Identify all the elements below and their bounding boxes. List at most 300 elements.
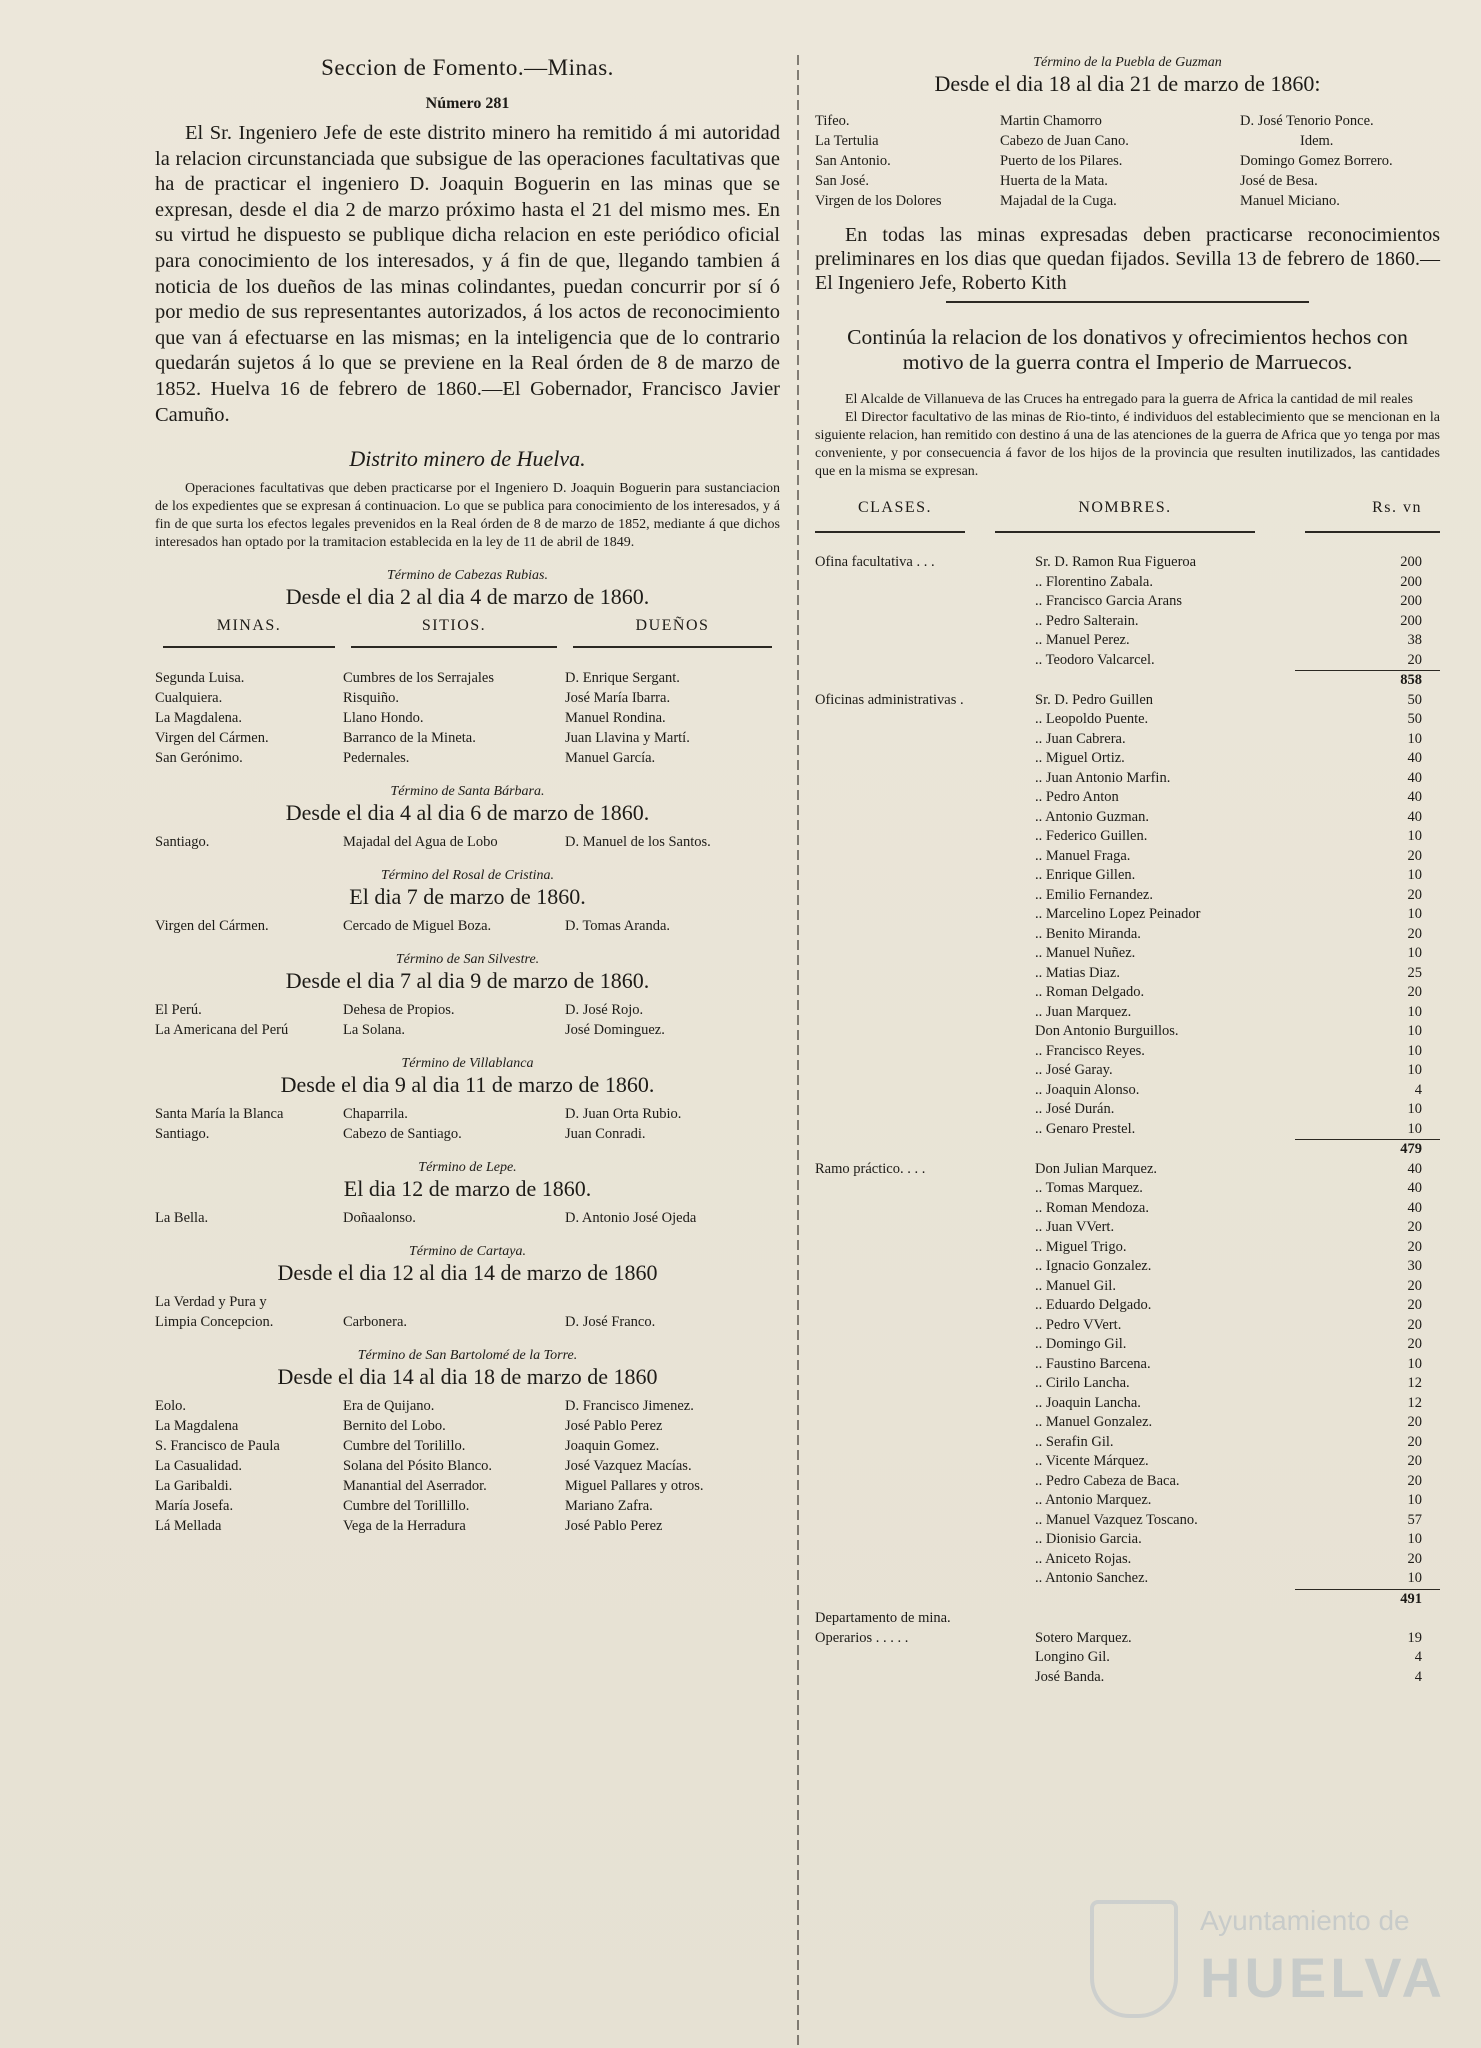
donation-amount: 4 <box>1414 1081 1422 1098</box>
table-row <box>815 866 1440 886</box>
donor-name: .. Marcelino Lopez Peinador <box>1035 906 1201 922</box>
donor-name: .. Manuel Fraga. <box>1035 847 1131 864</box>
owner-name: Joaquin Gomez. <box>565 1438 660 1455</box>
donor-class <box>815 1179 1035 1199</box>
donor-name: .. Manuel Gonzalez. <box>1035 1414 1153 1430</box>
site-name: Cabezo de Juan Cano. <box>1000 133 1129 149</box>
owner-name: Domingo Gomez Borrero. <box>1240 153 1393 169</box>
mine-name: La Verdad y Pura y <box>155 1294 267 1311</box>
mine-name: La Magdalena. <box>155 710 242 727</box>
donation-amount: 12 <box>1407 1394 1422 1411</box>
donor-class <box>815 1277 1035 1297</box>
donor-name <box>1035 1609 1295 1629</box>
donor-name: .. Vicente Márquez. <box>1035 1453 1149 1469</box>
donor-class <box>815 1042 1035 1062</box>
term-heading: Término de Cabezas Rubias. <box>387 568 548 584</box>
owner-name: D. Enrique Sergant. <box>565 670 680 687</box>
donor-class <box>815 1140 1035 1160</box>
site-name: Huerta de la Mata. <box>1000 173 1108 189</box>
table-row <box>815 964 1440 984</box>
table-row <box>815 1609 1440 1629</box>
table-row <box>815 847 1440 867</box>
site-name: Era de Quijano. <box>343 1398 435 1415</box>
table-row <box>815 1061 1440 1081</box>
donor-name: .. Ignacio Gonzalez. <box>1035 1258 1152 1274</box>
donation-amount: 40 <box>1407 789 1422 805</box>
donor-name: .. Juan Cabrera. <box>1035 730 1126 747</box>
table-row <box>815 730 1440 750</box>
table-row <box>815 710 1440 730</box>
donation-amount: 10 <box>1407 1101 1422 1117</box>
table-row <box>815 553 1440 573</box>
separator-rule <box>946 301 1309 303</box>
mine-name: Cualquiera. <box>155 690 223 707</box>
donor-class <box>815 1218 1035 1238</box>
header-nombres: NOMBRES. <box>1078 499 1172 516</box>
site-name: Majadal de la Cuga. <box>1000 193 1117 209</box>
donation-amount: 200 <box>1400 554 1422 570</box>
donor-class <box>815 1374 1035 1394</box>
donor-class <box>815 964 1035 984</box>
donor-class <box>815 1648 1035 1668</box>
donation-amount: 10 <box>1407 1492 1422 1508</box>
donation-amount: 479 <box>1295 1140 1440 1160</box>
owner-name: D. Manuel de los Santos. <box>565 834 711 851</box>
donor-name: Sotero Marquez. <box>1035 1629 1132 1646</box>
donor-class <box>815 905 1035 925</box>
header-amount: Rs. vn <box>1372 499 1422 516</box>
table-row <box>815 1042 1440 1062</box>
donation-amount: 40 <box>1407 769 1422 786</box>
donor-name: .. Pedro Salterain. <box>1035 612 1139 629</box>
mine-rows <box>155 1396 780 1536</box>
table-row <box>815 788 1440 808</box>
mine-name: El Perú. <box>155 1002 202 1019</box>
donor-name: .. Francisco Reyes. <box>1035 1042 1145 1059</box>
table-row <box>815 1530 1440 1550</box>
donor-name: .. Enrique Gillen. <box>1035 867 1136 883</box>
donation-amount: 20 <box>1407 1316 1422 1333</box>
table-row <box>815 1355 1440 1375</box>
owner-name: José Vazquez Macías. <box>565 1458 692 1475</box>
table-row <box>815 1100 1440 1120</box>
donor-name: .. Serafin Gil. <box>1035 1433 1114 1450</box>
owner-name: D. José Tenorio Ponce. <box>1240 113 1374 129</box>
donor-class <box>815 710 1035 730</box>
site-name: Cercado de Miguel Boza. <box>343 918 492 935</box>
donor-name: .. Juan Marquez. <box>1035 1003 1132 1020</box>
right-column <box>815 55 1440 1687</box>
mine-name: Tifeo. <box>815 113 850 129</box>
mine-rows <box>155 916 780 936</box>
site-name: Manantial del Aserrador. <box>343 1478 487 1495</box>
table-row <box>815 1394 1440 1414</box>
donor-name: Don Antonio Burguillos. <box>1035 1023 1179 1039</box>
donor-name: .. Matias Diaz. <box>1035 964 1120 981</box>
donor-name: .. Domingo Gil. <box>1035 1336 1127 1352</box>
donor-name: .. Emilio Fernandez. <box>1035 886 1153 903</box>
donation-amount: 20 <box>1407 925 1422 942</box>
column-header: DUEÑOS <box>573 616 772 648</box>
owner-name: D. Tomas Aranda. <box>565 918 671 935</box>
site-name: Chaparrila. <box>343 1106 408 1123</box>
date-heading: Desde el dia 9 al dia 11 de marzo de 1860. <box>280 1072 655 1098</box>
donation-amount: 10 <box>1407 1570 1422 1586</box>
donation-amount: 10 <box>1407 867 1422 883</box>
mine-rows <box>155 1000 780 1040</box>
mine-rows <box>155 616 780 768</box>
table-row <box>815 1081 1440 1101</box>
watermark-line2: HUELVA <box>1200 1946 1446 2009</box>
table-row <box>815 1238 1440 1258</box>
term-heading: Término de Lepe. <box>418 1160 517 1176</box>
donation-amount: 200 <box>1400 612 1422 629</box>
table-row <box>815 1277 1440 1297</box>
donor-class: Departamento de mina. <box>815 1610 951 1626</box>
table-row <box>815 1316 1440 1336</box>
site-name: Bernito del Lobo. <box>343 1418 446 1435</box>
donor-name: .. José Durán. <box>1035 1101 1115 1117</box>
donation-amount: 20 <box>1407 984 1422 1000</box>
donor-name: .. Roman Delgado. <box>1035 984 1145 1000</box>
donor-name: .. Joaquin Alonso. <box>1035 1081 1140 1098</box>
donation-amount: 20 <box>1407 1297 1422 1313</box>
donor-class <box>815 573 1035 593</box>
site-name: Martin Chamorro <box>1000 113 1102 129</box>
donation-amount: 40 <box>1407 808 1422 825</box>
donor-name: .. Francisco Garcia Arans <box>1035 593 1182 609</box>
donor-class <box>815 1003 1035 1023</box>
term-heading: Término de Cartaya. <box>408 1244 527 1260</box>
table-row <box>815 808 1440 828</box>
donor-name: .. Genaro Prestel. <box>1035 1120 1136 1137</box>
donor-name <box>1035 671 1295 691</box>
operations-intro: Operaciones facultativas que deben practicarse por el Ingeniero D. Joaquin Boguerin para sustanciacion de los expedientes que se expresan á continuacion. Lo que se publica para conocimiento de los interesados, y á fin de que surta los efectos legales prevenidos en la Real órden de 8 de marzo de 1852, mediante á que dichos interesados han optado por la tramitacion establecida en la ley de 11 de abril de 1849. <box>155 481 780 551</box>
mine-name: María Josefa. <box>155 1498 234 1515</box>
donor-class <box>815 1081 1035 1101</box>
donor-class <box>815 1199 1035 1219</box>
donation-amount: 40 <box>1407 1180 1422 1196</box>
mine-name: Santiago. <box>155 834 210 851</box>
donation-amount: 10 <box>1407 945 1422 961</box>
donor-class <box>815 1355 1035 1375</box>
donation-amount: 20 <box>1407 1472 1422 1489</box>
table-row <box>815 1550 1440 1570</box>
section-title: Seccion de Fomento.—Minas. <box>321 55 614 80</box>
donor-name: .. Antonio Marquez. <box>1035 1492 1152 1508</box>
site-name: Pedernales. <box>343 750 410 767</box>
term-heading: Término de Santa Bárbara. <box>390 784 545 800</box>
owner-name: D. Juan Orta Rubio. <box>565 1106 682 1123</box>
donor-class <box>815 671 1035 691</box>
date-heading: Desde el dia 4 al dia 6 de marzo de 1860. <box>285 800 650 826</box>
donor-name: .. Roman Mendoza. <box>1035 1199 1149 1216</box>
donation-amount: 200 <box>1400 573 1422 590</box>
donor-class <box>815 749 1035 769</box>
donor-name: .. Manuel Perez. <box>1035 632 1130 648</box>
donation-amount <box>1295 1609 1440 1629</box>
table-row <box>815 592 1440 612</box>
header-clases: CLASES. <box>857 499 933 516</box>
donation-amount: 10 <box>1407 1003 1422 1020</box>
donation-amount: 38 <box>1407 632 1422 648</box>
donation-table-header <box>815 499 1440 517</box>
donor-class <box>815 944 1035 964</box>
donation-amount: 491 <box>1295 1589 1440 1609</box>
date-heading: Desde el dia 18 al dia 21 de marzo de 1860: <box>934 71 1321 96</box>
site-name: Cabezo de Santiago. <box>343 1126 462 1143</box>
donor-class: Ramo práctico. . . . <box>815 1160 926 1177</box>
owner-name: D. Francisco Jimenez. <box>565 1398 694 1415</box>
table-row <box>815 944 1440 964</box>
district-title: Distrito minero de Huelva. <box>349 446 586 472</box>
donor-name <box>1035 1140 1295 1160</box>
donor-class <box>815 651 1035 671</box>
table-row <box>815 749 1440 769</box>
site-name: Carbonera. <box>343 1314 408 1331</box>
donor-class <box>815 1550 1035 1570</box>
site-name: La Solana. <box>343 1022 406 1039</box>
donor-name: .. Pedro Cabeza de Baca. <box>1035 1472 1180 1489</box>
donor-class <box>815 1022 1035 1042</box>
left-column <box>155 55 780 1536</box>
mine-name: La Americana del Perú <box>155 1022 289 1039</box>
donation-amount: 20 <box>1407 886 1422 903</box>
table-row <box>815 631 1440 651</box>
donor-class <box>815 808 1035 828</box>
term-heading: Término de San Bartolomé de la Torre. <box>357 1348 578 1364</box>
donor-class <box>815 925 1035 945</box>
table-row <box>815 1199 1440 1219</box>
donor-class <box>815 847 1035 867</box>
donor-class <box>815 1296 1035 1316</box>
term-heading: Término del Rosal de Cristina. <box>380 868 555 884</box>
table-row <box>815 827 1440 847</box>
donor-class <box>815 788 1035 808</box>
owner-name: Juan Llavina y Martí. <box>565 730 690 747</box>
donation-amount: 20 <box>1407 1550 1422 1567</box>
site-name: Doñaalonso. <box>343 1210 416 1227</box>
donation-amount: 10 <box>1407 1042 1422 1059</box>
donor-class <box>815 1668 1035 1688</box>
owner-name: Manuel Miciano. <box>1240 193 1340 209</box>
donation-amount: 40 <box>1407 1199 1422 1216</box>
donor-class <box>815 1316 1035 1336</box>
table-row <box>815 1003 1440 1023</box>
term-heading: Término de la Puebla de Guzman <box>1033 55 1222 70</box>
table-row <box>815 1433 1440 1453</box>
donor-name: .. Leopoldo Puente. <box>1035 711 1149 727</box>
donor-name: .. Manuel Nuñez. <box>1035 945 1136 961</box>
mine-name: S. Francisco de Paula <box>155 1438 280 1455</box>
site-name: Risquiño. <box>343 690 399 707</box>
donor-name: .. Faustino Barcena. <box>1035 1355 1151 1372</box>
donor-class <box>815 1452 1035 1472</box>
donations-heading: Continúa la relacion de los donativos y ofrecimientos hechos con motivo de la guerra contra el Imperio de Marruecos. <box>847 325 1408 374</box>
mine-rows <box>155 1208 780 1228</box>
table-row <box>815 612 1440 632</box>
site-name: Majadal del Agua de Lobo <box>343 834 498 851</box>
owner-name: Idem. <box>1300 133 1334 149</box>
donor-name: .. Miguel Ortiz. <box>1035 750 1125 766</box>
donor-name: Longino Gil. <box>1035 1649 1110 1665</box>
table-row <box>815 1511 1440 1531</box>
mine-name: Eolo. <box>155 1398 187 1415</box>
mine-name: Virgen del Cármen. <box>155 918 269 935</box>
donation-amount: 20 <box>1407 1277 1422 1294</box>
donor-name: .. Cirilo Lancha. <box>1035 1375 1130 1391</box>
donation-table <box>815 553 1440 1687</box>
donor-class <box>815 1413 1035 1433</box>
donation-amount: 10 <box>1407 1023 1422 1039</box>
donation-amount: 10 <box>1407 828 1422 844</box>
donation-amount: 20 <box>1407 1433 1422 1450</box>
donation-amount: 20 <box>1407 1336 1422 1352</box>
owner-name: Juan Conradi. <box>565 1126 646 1143</box>
donation-amount: 20 <box>1407 651 1422 668</box>
mine-name: La Tertulia <box>815 133 879 149</box>
donor-class <box>815 886 1035 906</box>
site-name: Cumbre del Torillillo. <box>343 1498 470 1515</box>
site-name: Dehesa de Propios. <box>343 1002 455 1019</box>
mine-name: Virgen del Cármen. <box>155 730 269 747</box>
owner-name: Manuel García. <box>565 750 656 767</box>
donation-amount: 10 <box>1407 1120 1422 1137</box>
subtotal-row <box>815 1140 1440 1160</box>
donation-amount: 12 <box>1407 1375 1422 1391</box>
donor-class <box>815 983 1035 1003</box>
table-row <box>815 1257 1440 1277</box>
donor-name: .. Dionisio Garcia. <box>1035 1531 1142 1547</box>
donor-name: .. Manuel Vazquez Toscano. <box>1035 1511 1198 1528</box>
mine-name: San Gerónimo. <box>155 750 243 767</box>
table-row <box>815 1629 1440 1649</box>
donor-name: .. Pedro Anton <box>1035 789 1119 805</box>
site-name: Llano Hondo. <box>343 710 424 727</box>
donor-name: .. Miguel Trigo. <box>1035 1238 1127 1255</box>
mine-name: Virgen de los Dolores <box>815 193 942 209</box>
table-row <box>815 983 1440 1003</box>
table-row <box>815 1452 1440 1472</box>
donor-name: .. Federico Guillen. <box>1035 828 1148 844</box>
watermark-line1: Ayuntamiento de <box>1200 1905 1410 1936</box>
table-row <box>815 1218 1440 1238</box>
donation-amount: 57 <box>1407 1511 1422 1528</box>
donor-class <box>815 1238 1035 1258</box>
mine-name: La Bella. <box>155 1210 209 1227</box>
mine-schedule <box>155 568 780 1536</box>
donation-amount: 4 <box>1414 1668 1422 1685</box>
donor-class <box>815 1569 1035 1589</box>
donor-class <box>815 1472 1035 1492</box>
notice-number: Número 281 <box>425 95 510 112</box>
donor-name: José Banda. <box>1035 1668 1105 1685</box>
donor-name: .. Antonio Sanchez. <box>1035 1570 1149 1586</box>
site-name: Cumbres de los Serrajales <box>343 670 495 687</box>
table-row <box>815 1022 1440 1042</box>
date-heading: El dia 12 de marzo de 1860. <box>343 1176 592 1202</box>
donation-amount: 50 <box>1407 691 1422 708</box>
donation-amount: 10 <box>1407 1531 1422 1547</box>
date-heading: Desde el dia 12 al dia 14 de marzo de 1860 <box>277 1260 658 1286</box>
table-row <box>815 925 1440 945</box>
owner-name: José de Besa. <box>1240 173 1318 189</box>
owner-name: D. José Franco. <box>565 1314 656 1331</box>
donor-class <box>815 1394 1035 1414</box>
donor-class <box>815 612 1035 632</box>
donor-class <box>815 1433 1035 1453</box>
table-row <box>815 1296 1440 1316</box>
donor-class <box>815 1530 1035 1550</box>
mine-name: La Casualidad. <box>155 1458 242 1475</box>
donor-name: .. Eduardo Delgado. <box>1035 1297 1152 1313</box>
date-heading: El dia 7 de marzo de 1860. <box>349 884 586 910</box>
table-row <box>815 573 1440 593</box>
mine-name: La Garibaldi. <box>155 1478 233 1495</box>
mine-name: Limpia Concepcion. <box>155 1314 274 1331</box>
donation-amount: 4 <box>1414 1649 1422 1665</box>
table-row <box>815 1648 1440 1668</box>
term-heading: Término de Villablanca <box>401 1056 534 1072</box>
subtotal-row <box>815 671 1440 691</box>
site-name: Solana del Pósito Blanco. <box>343 1458 493 1475</box>
subtotal-row <box>815 1589 1440 1609</box>
donor-name: .. Juan Antonio Marfin. <box>1035 769 1171 786</box>
donor-name: .. Juan VVert. <box>1035 1219 1115 1235</box>
donor-name: Don Julian Marquez. <box>1035 1160 1158 1177</box>
donor-class <box>815 1491 1035 1511</box>
donor-class <box>815 1511 1035 1531</box>
owner-name: Mariano Zafra. <box>565 1498 653 1515</box>
donor-name: .. Benito Miranda. <box>1035 925 1141 942</box>
donor-name: .. Teodoro Valcarcel. <box>1035 651 1155 668</box>
donor-class <box>815 827 1035 847</box>
mine-name: San Antonio. <box>815 153 891 169</box>
mine-rows <box>815 111 1440 211</box>
donor-name: .. Tomas Marquez. <box>1035 1180 1143 1196</box>
table-row <box>815 1569 1440 1589</box>
mine-name: San José. <box>815 173 869 189</box>
donation-notes: El Alcalde de Villanueva de las Cruces ha entregado para la guerra de Africa la cantidad de mil reales El Director facultativo de las minas de Rio-tinto, é individuos del establecimiento que se mencionan en la siguiente relacion, han remitido con destino á una de las atenciones de la guerra de Africa que yo tenga por mas conveniente, y por consecuencia á favor de los hijos de la provincia que resulten inutilizados, las cantidades que en la misma se expresan. <box>815 392 1440 479</box>
owner-name <box>565 1292 780 1312</box>
table-row <box>815 1179 1440 1199</box>
owner-name: José María Ibarra. <box>565 690 671 707</box>
donation-amount: 40 <box>1407 1160 1422 1177</box>
table-row <box>815 1413 1440 1433</box>
donation-amount: 10 <box>1407 1062 1422 1078</box>
coat-of-arms-icon <box>1090 1900 1178 2018</box>
donation-amount: 40 <box>1407 750 1422 766</box>
donation-amount: 20 <box>1407 1219 1422 1235</box>
owner-name: D. José Rojo. <box>565 1002 644 1019</box>
donation-amount: 10 <box>1407 1355 1422 1372</box>
table-row <box>815 1160 1440 1180</box>
donor-name: .. Joaquin Lancha. <box>1035 1394 1141 1411</box>
donor-name: .. Manuel Gil. <box>1035 1277 1116 1294</box>
date-heading: Desde el dia 7 al dia 9 de marzo de 1860. <box>285 968 650 994</box>
donation-amount: 200 <box>1400 593 1422 609</box>
donor-class <box>815 592 1035 612</box>
archive-watermark <box>1090 1900 1450 2020</box>
donor-class <box>815 1257 1035 1277</box>
owner-name: José Dominguez. <box>565 1022 665 1039</box>
mine-name: Lá Mellada <box>155 1518 222 1535</box>
table-row <box>815 769 1440 789</box>
table-row <box>815 691 1440 711</box>
mine-name: Segunda Luisa. <box>155 670 245 687</box>
donation-amount: 10 <box>1407 906 1422 922</box>
table-row <box>815 1120 1440 1140</box>
